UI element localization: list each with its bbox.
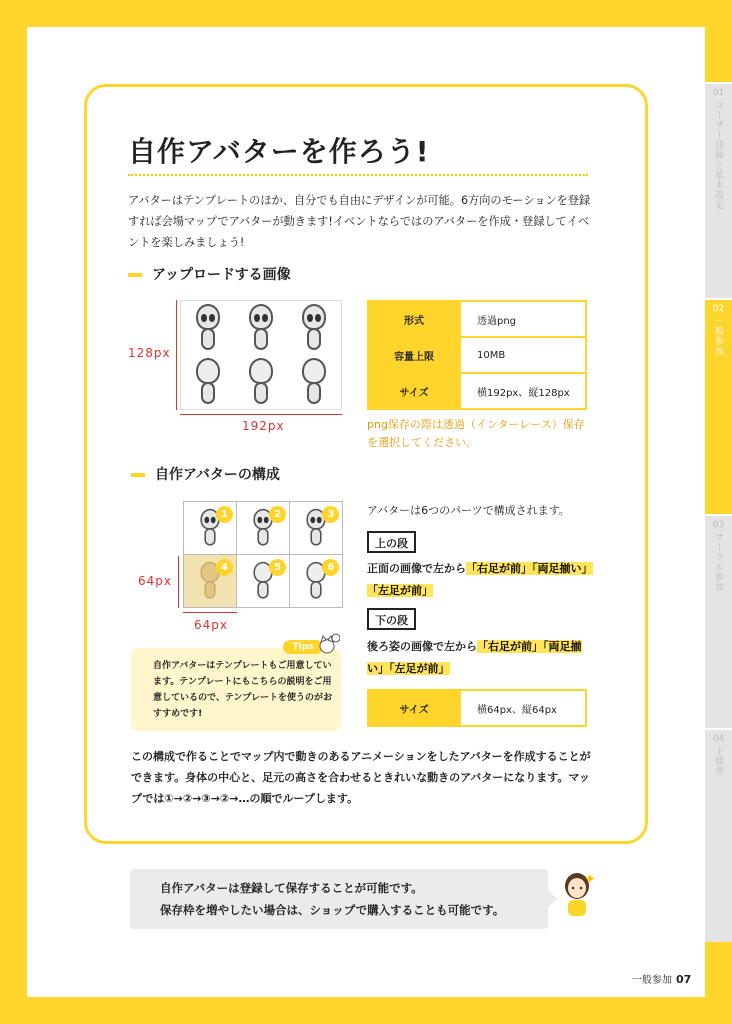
part-number-badge: 2 xyxy=(269,506,286,523)
part-number-badge: 3 xyxy=(322,506,339,523)
sprite-cell xyxy=(181,355,234,409)
cat-mascot-icon xyxy=(318,633,340,655)
sprite-cell xyxy=(288,355,341,409)
spec-key: サイズ xyxy=(368,373,460,409)
spec-value: 透過png xyxy=(460,301,586,337)
callout-line: 保存枠を増やしたい場合は、ショップで購入することも可能です。 xyxy=(160,903,505,917)
side-tab-general[interactable] xyxy=(705,298,732,514)
side-tab-num: 02 xyxy=(712,304,725,314)
part-number-badge: 5 xyxy=(269,559,286,576)
alien-sprite xyxy=(194,358,222,406)
side-tab-user-registration[interactable] xyxy=(705,82,732,298)
width-measure-label: 192px xyxy=(242,419,285,433)
footer-section: 一般参加 xyxy=(632,975,672,986)
heading-bar xyxy=(131,473,145,477)
side-tab-organizer[interactable] xyxy=(705,728,732,942)
highlight-text: 「左足が前」 xyxy=(389,662,450,675)
info-callout xyxy=(130,869,548,929)
png-note: png保存の際は透過（インターレース）保存を選択してください。 xyxy=(367,418,585,449)
tips-box xyxy=(131,648,341,731)
highlight-text: 「右足が前」 xyxy=(477,640,543,653)
desc-text: 後ろ姿の画像で左から xyxy=(367,640,477,653)
summary-text: この構成で作ることでマップ内で動きのあるアニメーションをしたアバターを作成することができます。身体の中心と、足元の高さを合わせるときれいな動きのアバターになります。マップでは①→②→③→②→…の順でループします。 xyxy=(131,750,591,805)
spec-key: サイズ xyxy=(368,690,460,726)
parts-intro: アバターは6つのパーツで構成されます。 xyxy=(367,504,570,517)
spec-value: 横64px、縦64px xyxy=(460,690,586,726)
page-number: 07 xyxy=(676,973,692,986)
height-measure-label: 128px xyxy=(128,346,171,360)
alien-sprite xyxy=(300,358,328,406)
spec-key: 形式 xyxy=(368,301,460,337)
sprite-cell xyxy=(234,301,287,355)
part-cell xyxy=(236,501,290,555)
heading-text: アップロードする画像 xyxy=(152,267,291,283)
sprite-sheet-preview xyxy=(180,300,342,410)
upper-row-tag: 上の段 xyxy=(367,531,416,553)
page-footer xyxy=(632,971,691,986)
part-number-badge: 6 xyxy=(322,559,339,576)
guide-character-icon xyxy=(560,870,596,920)
avatar-parts-grid xyxy=(183,501,343,607)
highlight-text: 「右足が前」 xyxy=(466,562,532,575)
table-row xyxy=(368,301,586,337)
alien-sprite xyxy=(247,358,275,406)
table-row xyxy=(368,373,586,409)
part-number-badge: 1 xyxy=(216,506,233,523)
section-heading-structure xyxy=(131,464,280,484)
side-tab-label: サークル参加 xyxy=(713,532,723,592)
part-cell xyxy=(289,501,343,555)
upper-row-desc xyxy=(367,558,595,602)
side-tab-label: ユーザー登録と基本設定 xyxy=(713,100,723,210)
part-width-label: 64px xyxy=(194,618,228,632)
alien-sprite xyxy=(300,304,328,352)
side-tab-num: 04 xyxy=(712,734,725,744)
spec-key: 容量上限 xyxy=(368,337,460,373)
table-row xyxy=(368,337,586,373)
part-cell xyxy=(289,554,343,608)
highlight-text: 「両足揃い」 xyxy=(532,562,593,575)
spec-value: 横192px、縦128px xyxy=(460,373,586,409)
lower-row-desc xyxy=(367,636,595,680)
height-measure-line xyxy=(178,556,179,608)
side-tab-label: 一般参加 xyxy=(713,316,723,356)
sprite-cell xyxy=(181,301,234,355)
tips-label: Tips xyxy=(283,640,323,654)
height-measure-line xyxy=(176,300,177,410)
highlight-text: 「左足が前」 xyxy=(367,584,433,597)
alien-sprite xyxy=(247,304,275,352)
intro-text: アバターはテンプレートのほか、自分でも自由にデザインが可能。6方向のモーションを登録すれば会場マップでアバターが動きます!イベントならではのアバターを作成・登録してイベントを楽しみましょう! xyxy=(128,194,591,249)
sprite-cell xyxy=(234,355,287,409)
page-title: 自作アバターを作ろう! xyxy=(128,135,430,168)
heading-bar xyxy=(128,273,142,277)
side-tab-num: 03 xyxy=(712,520,725,530)
part-cell xyxy=(183,501,237,555)
upload-spec-table xyxy=(367,300,587,410)
highlight-text: 「両足揃い」 xyxy=(367,640,582,675)
part-size-table xyxy=(367,689,587,727)
alien-sprite xyxy=(194,304,222,352)
heading-text: 自作アバターの構成 xyxy=(155,467,280,483)
part-height-label: 64px xyxy=(138,574,172,588)
side-tab-num: 01 xyxy=(712,88,725,98)
lower-row-tag: 下の段 xyxy=(367,608,416,630)
title-divider xyxy=(128,174,588,176)
side-tabs xyxy=(705,82,732,942)
callout-line: 自作アバターは登録して保存することが可能です。 xyxy=(160,881,423,895)
tips-text: 自作アバターはテンプレートもご用意しています。テンプレートにもこちらの説明をご用意しているので、テンプレートを使うのがおすすめです! xyxy=(153,661,333,719)
desc-text: 正面の画像で左から xyxy=(367,562,466,575)
spec-value: 10MB xyxy=(460,337,586,373)
width-measure-line xyxy=(180,414,342,415)
part-number-badge: 4 xyxy=(216,559,233,576)
side-tab-label: 主催者 xyxy=(713,746,723,776)
width-measure-line xyxy=(183,612,237,613)
part-cell-highlighted xyxy=(183,554,237,608)
part-cell xyxy=(236,554,290,608)
section-heading-upload xyxy=(128,264,291,284)
side-tab-circle[interactable] xyxy=(705,514,732,728)
table-row xyxy=(368,690,586,726)
sprite-cell xyxy=(288,301,341,355)
